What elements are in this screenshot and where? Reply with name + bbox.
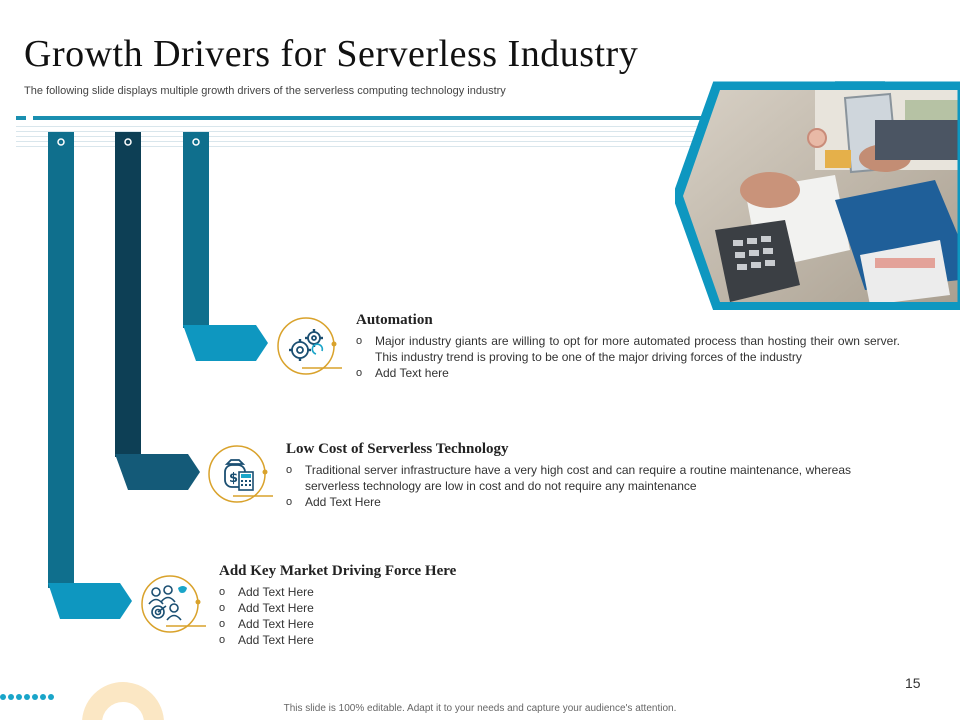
driver-bullets: [356, 333, 900, 381]
driver-bullets: [219, 584, 619, 648]
connector-bar-first: [176, 128, 276, 366]
driver-key-market: [219, 563, 619, 648]
header-rule: [33, 116, 723, 120]
header-thin-line: [16, 126, 716, 127]
bullet-item: o Add Text Here: [219, 600, 619, 616]
driver-bullets: [286, 462, 851, 510]
driver-heading: Add Key Market Driving Force Here: [219, 563, 457, 579]
hexagon-photo: [675, 80, 960, 310]
team-target-icon: [136, 570, 208, 638]
money-bag-calculator-icon: [203, 442, 275, 510]
svg-text:$: $: [229, 471, 239, 486]
bullet-item: o Traditional server infrastructure have a very high cost and can require a routine maintenance, whereas serverless technology are low in cost and do not require any maintenance: [286, 462, 851, 494]
footer-note: This slide is 100% editable. Adapt it to your needs and capture your audience's attention.: [283, 703, 677, 714]
gears-icon: [272, 312, 344, 380]
bullet-item: o Add Text here: [356, 365, 900, 381]
bullet-item: o Add Text Here: [219, 616, 619, 632]
bullet-item: o Add Text Here: [286, 494, 851, 510]
driver-heading: Automation: [356, 312, 433, 328]
driver-low-cost: [286, 441, 851, 510]
decorative-dots: [0, 693, 56, 701]
slide-title: Growth Drivers for Serverless Industry: [24, 33, 639, 75]
decorative-ring: [82, 682, 164, 720]
bullet-item: o Major industry giants are willing to opt for more automated process than hosting their own server. This industry trend is proving to be one of the major driving forces of the industry: [356, 333, 900, 365]
slide-subtitle: The following slide displays multiple growth drivers of the serverless computing technology industry: [24, 85, 506, 97]
bullet-item: o Add Text Here: [219, 632, 619, 648]
driver-heading: Low Cost of Serverless Technology: [286, 441, 509, 457]
header-rule-stub: [16, 116, 26, 120]
driver-automation: [356, 312, 900, 381]
page-number: 15: [905, 675, 921, 691]
bullet-item: o Add Text Here: [219, 584, 619, 600]
